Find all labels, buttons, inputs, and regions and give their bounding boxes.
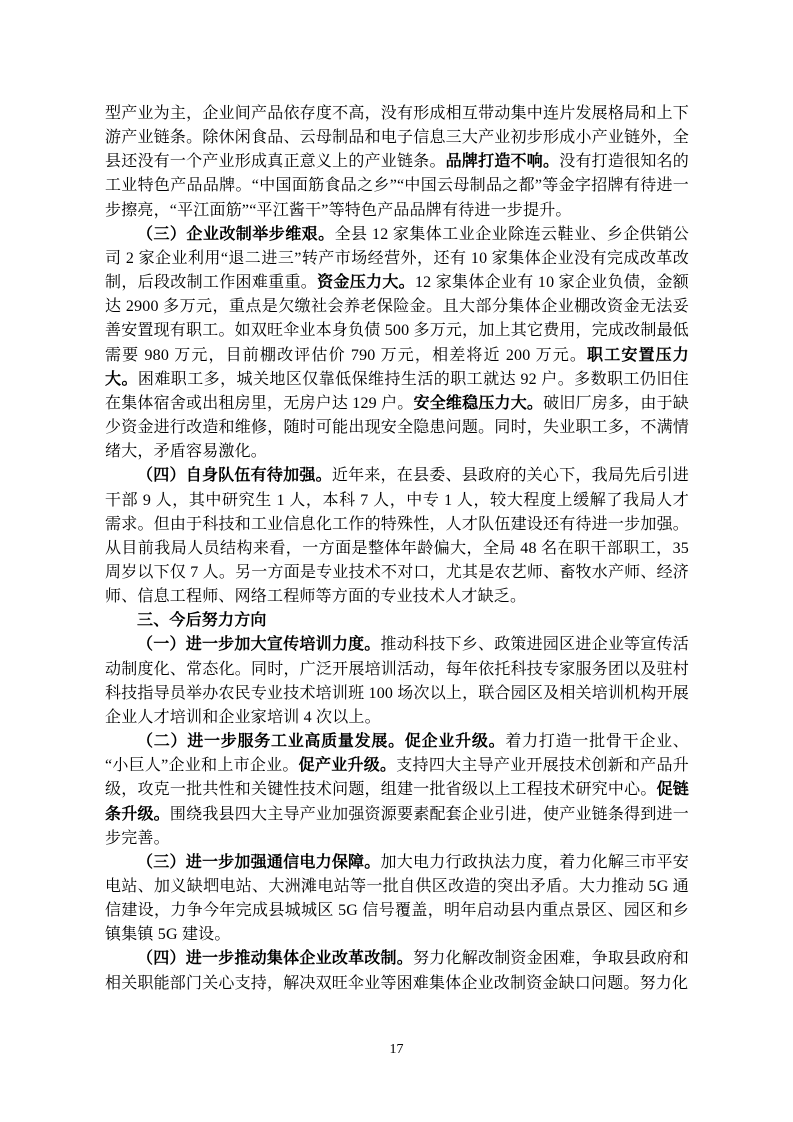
paragraph bbox=[105, 851, 689, 948]
emphasis-text: （四）进一步推动集体企业改革改制。 bbox=[137, 950, 414, 968]
body-text: 着力打造一批骨干企业、“小巨人”企业和上市企业。 bbox=[105, 733, 690, 775]
emphasis-text: （二）进一步服务工业高质量发展。 bbox=[137, 733, 405, 751]
page-number: 17 bbox=[389, 1042, 404, 1057]
emphasis-text: （一）进一步加大宣传培训力度。 bbox=[137, 636, 381, 654]
body-text: 12 家集体企业有 10 家企业负债，金额达 2900 多万元，重点是欠缴社会养老保险金。且大部分集体企业棚改资金无法妥善安置现有职工。如双旺伞业本身负债 500 多万元，加上其它费用，完成改制最低需要 980 万元，目前棚改评估价 790 万元，相差将近 200 万元。 bbox=[105, 274, 690, 364]
paragraph bbox=[105, 609, 689, 633]
emphasis-text: 职工安置压力大。 bbox=[105, 346, 690, 388]
emphasis-text: 安全维稳压力大。 bbox=[413, 394, 544, 412]
emphasis-text: （三）进一步加强通信电力保障。 bbox=[137, 853, 381, 871]
paragraph bbox=[105, 102, 689, 223]
body-text: 支持四大主导产业开展技术创新和产品升级，攻克一批共性和关键性技术问题，组建一批省级以上工程技术研究中心。 bbox=[105, 757, 690, 799]
paragraph bbox=[105, 947, 689, 995]
body-text: 全县 12 家集体工业企业除连云鞋业、乡企供销公司 2 家企业利用“退二进三”转产市场经营外，还有 10 家集体企业没有完成改革改制，后段改制工作困难重重。 bbox=[105, 225, 689, 292]
emphasis-text: 促产业升级。 bbox=[298, 757, 397, 775]
document-body bbox=[105, 102, 689, 996]
body-text: 近年来，在县委、县政府的关心下，我局先后引进干部 9 人，其中研究生 1 人，本科 7 人，中专 1 人，较大程度上缓解了我局人才需求。但由于科技和工业信息化工作的特殊性，人才队伍建设还有待进一步加强。从目前我局人员结构来看，一方面是整体年龄偏大，全局 48 名在职干部职工，35 周岁以下仅 7 人。另一方面是专业技术不对口，尤其是农艺师、畜牧水产师、经济师、信息工程师、网络工程师等方面的专业技术人才缺乏。 bbox=[105, 467, 690, 606]
emphasis-text: 促链条升级。 bbox=[105, 781, 689, 823]
emphasis-text: （四）自身队伍有待加强。 bbox=[137, 467, 332, 485]
body-text: 推动科技下乡、政策进园区进企业等宣传活动制度化、常态化。同时，广泛开展培训活动，每年依托科技专家服务团以及驻村科技指导员举办农民专业技术培训班 100 场次以上，联合园区及相关培训机构开展企业人才培训和企业家培训 4 次以上。 bbox=[105, 636, 689, 726]
paragraph bbox=[105, 730, 689, 851]
body-text: 型产业为主，企业间产品依存度不高，没有形成相互带动集中连片发展格局和上下游产业链条。除休闲食品、云母制品和电子信息三大产业初步形成小产业链外，全县还没有一个产业形成真正意义上的产业链条。 bbox=[105, 105, 689, 171]
paragraph bbox=[105, 633, 689, 730]
paragraph bbox=[105, 223, 689, 465]
emphasis-text: 资金压力大。 bbox=[317, 274, 415, 292]
emphasis-text: 品牌打造不响。 bbox=[445, 153, 560, 171]
body-text: 困难职工多，城关地区仅靠低保维持生活的职工就达 92 户。多数职工仍旧住在集体宿舍或出租房里，无房户达 129 户。 bbox=[105, 370, 690, 412]
body-text: 加大电力行政执法力度，着力化解三市平安电站、加义缺垇电站、大洲滩电站等一批自供区改造的突出矛盾。大力推动 5G 通信建设，力争今年完成县城城区 5G 信号覆盖，明年启动县内重点景区、园区和乡镇集镇 5G 建设。 bbox=[105, 853, 689, 944]
emphasis-text: （三）企业改制举步维艰。 bbox=[137, 225, 335, 243]
body-text: 破旧厂房多，由于缺少资金进行改造和维修，随时可能出现安全隐患问题。同时，失业职工多，不满情绪大，矛盾容易激化。 bbox=[105, 394, 689, 461]
emphasis-text: 三、今后努力方向 bbox=[137, 612, 267, 630]
body-text: 没有打造很知名的工业特色产品品牌。“中国面筋食品之乡”“中国云母制品之都”等金字招牌有待进一步擦亮，“平江面筋”“平江酱干”等特色产品品牌有待进一步提升。 bbox=[105, 153, 689, 219]
paragraph bbox=[105, 464, 689, 609]
body-text: 努力化解改制资金困难，争取县政府和相关职能部门关心支持，解决双旺伞业等困难集体企业改制资金缺口问题。努力化 bbox=[105, 950, 689, 992]
body-text: 围绕我县四大主导产业加强资源要素配套企业引进，使产业链条得到进一步完善。 bbox=[105, 805, 689, 847]
emphasis-text: 促企业升级。 bbox=[404, 733, 506, 751]
